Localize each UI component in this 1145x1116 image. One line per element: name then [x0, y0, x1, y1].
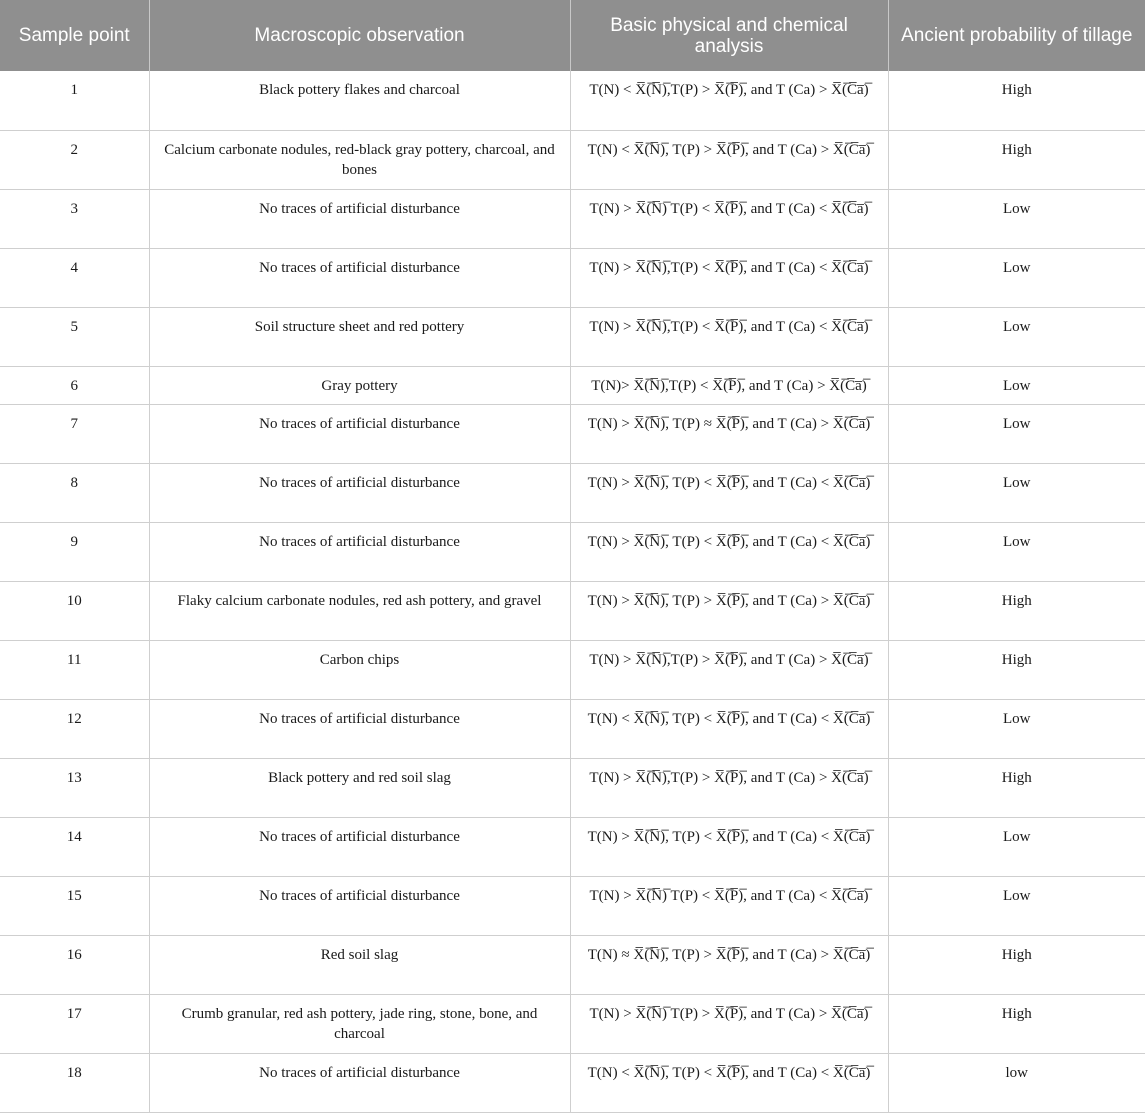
- table-row: [0, 935, 1145, 994]
- cell-analysis: T(N) > X̅(̅N̅)̅, T(P) < X̅(̅P̅)̅, and T (Ca) < X̅(̅C̅a̅)̅: [570, 817, 888, 876]
- cell-observation: No traces of artificial disturbance: [149, 1053, 570, 1112]
- cell-analysis: T(N) > X̅(̅N̅)̅ T(P) > X̅(̅P̅)̅, and T (Ca) > X̅(̅C̅a̅)̅: [570, 994, 888, 1053]
- cell-probability: High: [888, 758, 1145, 817]
- cell-sample-point: 15: [0, 876, 149, 935]
- cell-probability: High: [888, 130, 1145, 189]
- cell-probability: High: [888, 935, 1145, 994]
- cell-sample-point: 7: [0, 404, 149, 463]
- cell-analysis: T(N) > X̅(̅N̅)̅,T(P) < X̅(̅P̅)̅, and T (Ca) < X̅(̅C̅a̅)̅: [570, 307, 888, 366]
- cell-observation: Red soil slag: [149, 935, 570, 994]
- header-row: [0, 0, 1145, 71]
- cell-sample-point: 12: [0, 699, 149, 758]
- cell-analysis: T(N) > X̅(̅N̅)̅,T(P) > X̅(̅P̅)̅, and T (Ca) > X̅(̅C̅a̅)̅: [570, 640, 888, 699]
- cell-analysis: T(N) ≈ X̅(̅N̅)̅, T(P) > X̅(̅P̅)̅, and T (Ca) > X̅(̅C̅a̅)̅: [570, 935, 888, 994]
- cell-probability: Low: [888, 366, 1145, 404]
- table-row: [0, 248, 1145, 307]
- cell-observation: Gray pottery: [149, 366, 570, 404]
- cell-observation: No traces of artificial disturbance: [149, 876, 570, 935]
- cell-analysis: T(N)> X̅(̅N̅)̅,T(P) < X̅(̅P̅)̅, and T (Ca) > X̅(̅C̅a̅)̅: [570, 366, 888, 404]
- cell-sample-point: 11: [0, 640, 149, 699]
- table-row: [0, 366, 1145, 404]
- cell-observation: Crumb granular, red ash pottery, jade ring, stone, bone, and charcoal: [149, 994, 570, 1053]
- cell-analysis: T(N) > X̅(̅N̅)̅, T(P) < X̅(̅P̅)̅, and T (Ca) < X̅(̅C̅a̅)̅: [570, 463, 888, 522]
- cell-observation: Black pottery and red soil slag: [149, 758, 570, 817]
- cell-sample-point: 17: [0, 994, 149, 1053]
- cell-sample-point: 6: [0, 366, 149, 404]
- cell-sample-point: 16: [0, 935, 149, 994]
- cell-probability: High: [888, 71, 1145, 130]
- table-row: [0, 130, 1145, 189]
- table-row: [0, 1053, 1145, 1112]
- cell-probability: High: [888, 640, 1145, 699]
- table-row: [0, 463, 1145, 522]
- table-row: [0, 994, 1145, 1053]
- cell-analysis: T(N) > X̅(̅N̅)̅,T(P) < X̅(̅P̅)̅, and T (Ca) < X̅(̅C̅a̅)̅: [570, 248, 888, 307]
- table-row: [0, 71, 1145, 130]
- cell-sample-point: 9: [0, 522, 149, 581]
- cell-analysis: T(N) > X̅(̅N̅)̅, T(P) > X̅(̅P̅)̅, and T (Ca) > X̅(̅C̅a̅)̅: [570, 581, 888, 640]
- cell-observation: Black pottery flakes and charcoal: [149, 71, 570, 130]
- cell-sample-point: 4: [0, 248, 149, 307]
- cell-sample-point: 2: [0, 130, 149, 189]
- cell-probability: Low: [888, 817, 1145, 876]
- cell-observation: No traces of artificial disturbance: [149, 817, 570, 876]
- cell-observation: No traces of artificial disturbance: [149, 189, 570, 248]
- cell-probability: Low: [888, 404, 1145, 463]
- cell-analysis: T(N) > X̅(̅N̅)̅, T(P) < X̅(̅P̅)̅, and T (Ca) < X̅(̅C̅a̅)̅: [570, 522, 888, 581]
- cell-sample-point: 1: [0, 71, 149, 130]
- cell-observation: No traces of artificial disturbance: [149, 463, 570, 522]
- cell-probability: High: [888, 994, 1145, 1053]
- cell-observation: Calcium carbonate nodules, red-black gray pottery, charcoal, and bones: [149, 130, 570, 189]
- cell-observation: Carbon chips: [149, 640, 570, 699]
- cell-probability: low: [888, 1053, 1145, 1112]
- cell-probability: Low: [888, 876, 1145, 935]
- cell-observation: No traces of artificial disturbance: [149, 404, 570, 463]
- table-row: [0, 876, 1145, 935]
- table-row: [0, 699, 1145, 758]
- table-row: [0, 307, 1145, 366]
- table-row: [0, 817, 1145, 876]
- header-sample-point: Sample point: [0, 0, 149, 71]
- cell-probability: Low: [888, 307, 1145, 366]
- cell-analysis: T(N) > X̅(̅N̅)̅ T(P) < X̅(̅P̅)̅, and T (Ca) < X̅(̅C̅a̅)̅: [570, 876, 888, 935]
- table-row: [0, 189, 1145, 248]
- cell-probability: Low: [888, 248, 1145, 307]
- cell-analysis: T(N) > X̅(̅N̅)̅, T(P) ≈ X̅(̅P̅)̅, and T (Ca) > X̅(̅C̅a̅)̅: [570, 404, 888, 463]
- cell-observation: No traces of artificial disturbance: [149, 699, 570, 758]
- cell-sample-point: 13: [0, 758, 149, 817]
- cell-analysis: T(N) > X̅(̅N̅)̅ T(P) < X̅(̅P̅)̅, and T (Ca) < X̅(̅C̅a̅)̅: [570, 189, 888, 248]
- table-row: [0, 581, 1145, 640]
- cell-sample-point: 18: [0, 1053, 149, 1112]
- cell-probability: High: [888, 581, 1145, 640]
- cell-sample-point: 10: [0, 581, 149, 640]
- cell-sample-point: 8: [0, 463, 149, 522]
- table-row: [0, 404, 1145, 463]
- cell-observation: Flaky calcium carbonate nodules, red ash pottery, and gravel: [149, 581, 570, 640]
- cell-analysis: T(N) < X̅(̅N̅)̅, T(P) > X̅(̅P̅)̅, and T (Ca) > X̅(̅C̅a̅)̅: [570, 130, 888, 189]
- header-physical-chemical-analysis: Basic physical and chemical analysis: [570, 0, 888, 71]
- header-tillage-probability: Ancient probability of tillage: [888, 0, 1145, 71]
- table-row: [0, 640, 1145, 699]
- cell-probability: Low: [888, 699, 1145, 758]
- table-row: [0, 758, 1145, 817]
- cell-observation: No traces of artificial disturbance: [149, 248, 570, 307]
- cell-analysis: T(N) > X̅(̅N̅)̅,T(P) > X̅(̅P̅)̅, and T (Ca) > X̅(̅C̅a̅)̅: [570, 758, 888, 817]
- cell-probability: Low: [888, 463, 1145, 522]
- cell-observation: Soil structure sheet and red pottery: [149, 307, 570, 366]
- cell-analysis: T(N) < X̅(̅N̅)̅,T(P) > X̅(̅P̅)̅, and T (Ca) > X̅(̅C̅a̅)̅: [570, 71, 888, 130]
- cell-sample-point: 14: [0, 817, 149, 876]
- cell-probability: Low: [888, 189, 1145, 248]
- cell-sample-point: 5: [0, 307, 149, 366]
- table-row: [0, 522, 1145, 581]
- header-macroscopic-observation: Macroscopic observation: [149, 0, 570, 71]
- cell-analysis: T(N) < X̅(̅N̅)̅, T(P) < X̅(̅P̅)̅, and T (Ca) < X̅(̅C̅a̅)̅: [570, 1053, 888, 1112]
- cell-analysis: T(N) < X̅(̅N̅)̅, T(P) < X̅(̅P̅)̅, and T (Ca) < X̅(̅C̅a̅)̅: [570, 699, 888, 758]
- cell-probability: Low: [888, 522, 1145, 581]
- cell-sample-point: 3: [0, 189, 149, 248]
- cell-observation: No traces of artificial disturbance: [149, 522, 570, 581]
